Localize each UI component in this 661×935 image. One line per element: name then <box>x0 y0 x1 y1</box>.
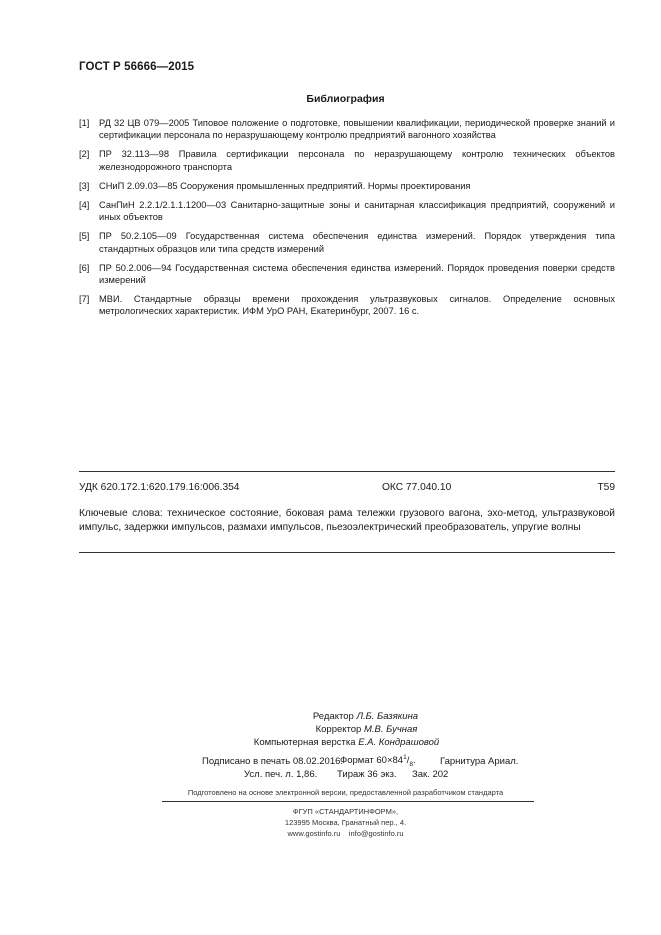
bibliography-item-5 <box>79 230 615 255</box>
corrector-name: М.В. Бучная <box>363 724 418 735</box>
prepared-note: Подготовлено на основе электронной версии, предоставленной разработчиком стандарта <box>187 788 504 797</box>
bibliography-item-4 <box>79 199 615 224</box>
layout-name: Е.А. Кондрашовой <box>358 737 440 748</box>
website-link[interactable]: www.gostinfo.ru <box>287 829 341 838</box>
address: 123995 Москва, Гранатный пер., 4. <box>284 818 407 827</box>
sheets: Усл. печ. л. 1,86. <box>244 769 318 780</box>
udc-code: УДК 620.172.1:620.179.16:006.354 <box>79 482 240 493</box>
bibliography-item-number: [2] <box>79 149 90 160</box>
editor-label: Редактор <box>312 711 354 722</box>
format-suffix: . <box>412 755 416 767</box>
top-divider <box>79 471 615 472</box>
print-run: Тираж 36 экз. <box>337 769 397 780</box>
format-slash: / <box>406 755 410 767</box>
layout-label: Компьютерная верстка <box>253 737 356 748</box>
oks-code: ОКС 77.040.10 <box>382 482 452 493</box>
bibliography-item-text: ПР 32.113—98 Правила сертификации персонала по неразрушающему контролю технических объектов железнодорожного транспорта <box>99 149 615 172</box>
format-prefix: Формат 60×84 <box>340 755 404 767</box>
bibliography-item-number: [4] <box>79 199 90 210</box>
editor-line <box>0 711 661 722</box>
bibliography-list <box>79 117 615 324</box>
bottom-divider <box>79 552 615 553</box>
typeface: Гарнитура Ариал. <box>440 756 519 767</box>
bibliography-item-6 <box>79 262 615 287</box>
corrector-line <box>0 724 661 735</box>
bibliography-item-number: [3] <box>79 180 90 191</box>
group-code: Т59 <box>597 482 615 493</box>
contacts <box>0 829 661 838</box>
bibliography-item-text: ПР 50.2.105—09 Государственная система обеспечения единства измерений. Порядок утверждения типа стандартных образцов или типа средств измерений <box>99 231 615 254</box>
organization: ФГУП «СТАНДАРТИНФОРМ», <box>292 807 399 816</box>
imprint-divider <box>162 801 534 802</box>
bibliography-item-7 <box>79 293 615 318</box>
bibliography-item-number: [1] <box>79 118 90 128</box>
bibliography-item-text: РД 32 ЦВ 079—2005 Типовое положение о подготовке, повышении квалификации, периодической проверке знаний и сертификации персонала по неразрушающему контролю предприятий вагонного хозяйства <box>99 118 615 141</box>
bibliography-item-text: МВИ. Стандартные образцы времени прохождения ультразвуковых сигналов. Определение основных метрологических характеристик. ИФМ УрО РАН, Екатеринбург, 2007. 16 с. <box>99 294 615 317</box>
keywords: Ключевые слова: техническое состояние, боковая рама тележки грузового вагона, эхо-метод, ультразвуковой импульс, задержки импульсов, размахи импульсов, пьезоэлектрический преобразователь, упругие волны <box>79 508 615 533</box>
bibliography-item-number: [7] <box>79 294 90 305</box>
bibliography-item-number: [5] <box>79 231 90 242</box>
standard-header: ГОСТ Р 56666—2015 <box>79 61 195 73</box>
corrector-label: Корректор <box>315 724 362 735</box>
email-link[interactable]: info@gostinfo.ru <box>348 829 404 838</box>
bibliography-item-text: ПР 50.2.006—94 Государственная система обеспечения единства измерений. Порядок проведения поверки средств измерений <box>99 262 615 286</box>
format <box>340 754 416 768</box>
signed-date: Подписано в печать 08.02.2016. <box>202 756 344 767</box>
bibliography-item-text: СанПиН 2.2.1/2.1.1.1200—03 Санитарно-защитные зоны и санитарная классификация предприятий, сооружений и иных объектов <box>99 199 615 223</box>
bibliography-item-2 <box>79 148 615 173</box>
bibliography-title: Библиография <box>306 93 385 105</box>
layout-line <box>0 737 661 748</box>
bibliography-item-number: [6] <box>79 262 90 273</box>
editor-name: Л.Б. Базякина <box>356 711 419 722</box>
bibliography-item-3 <box>79 180 615 192</box>
bibliography-item-1 <box>79 117 615 142</box>
format-sup: 1 <box>403 754 407 761</box>
format-sub: 8 <box>409 761 413 769</box>
bibliography-item-text: СНиП 2.09.03—85 Сооружения промышленных предприятий. Нормы проектирования <box>99 180 471 191</box>
order-number: Зак. 202 <box>412 769 449 780</box>
